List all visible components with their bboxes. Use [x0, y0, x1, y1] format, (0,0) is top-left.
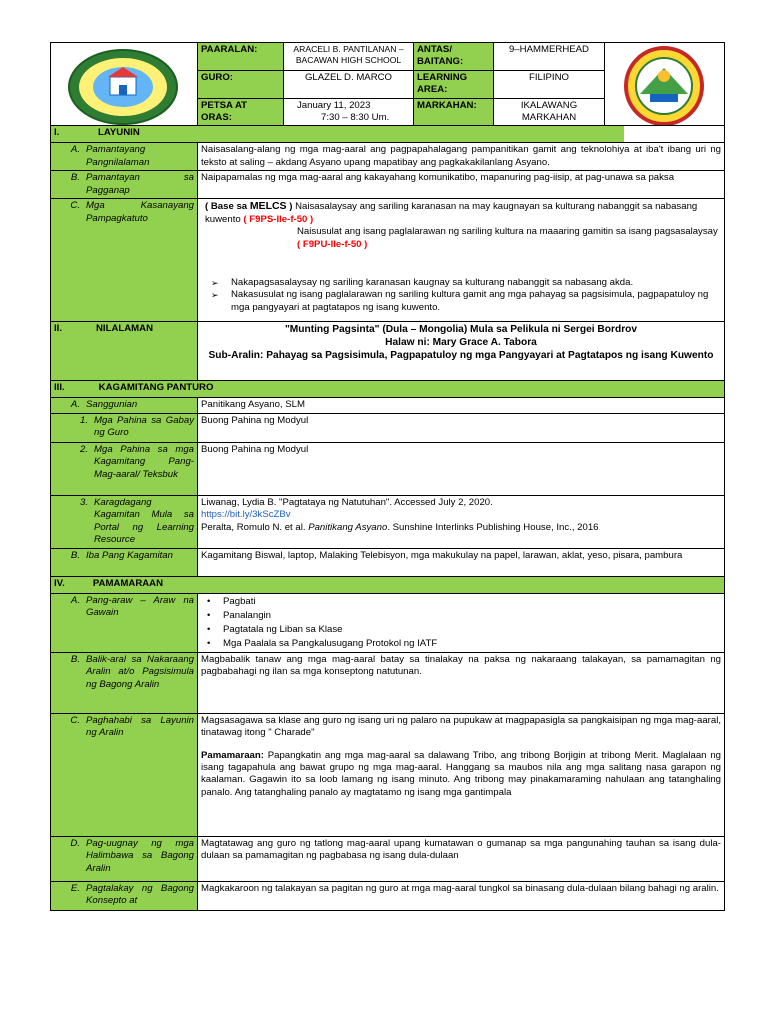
kagamitan-1-row — [51, 413, 725, 442]
kagamitan-a-row — [51, 398, 725, 413]
nilalaman-content — [198, 322, 725, 381]
kagamitan-b-text: Kagamitang Biswal, laptop, Malaking Telebisyon, mga makukulay na papel, larawan, aklat, yeso, pisara, pambura — [198, 548, 725, 576]
pamamaraan-d-label-cell: D. Pag-uugnay ng mga Halimbawa sa Bagong Aralin — [51, 836, 198, 881]
kagamitan-a-label-cell: A. Sanggunian — [51, 398, 198, 413]
layunin-c-objectives — [201, 277, 721, 314]
nilalaman-subaralin: Sub-Aralin: Pahayag sa Pagsisimula, Pagpapatuloy ng mga Pangyayari at Pagtatapos ng isang Kuwento — [208, 350, 714, 362]
reference-link[interactable]: https://bit.ly/3kScZBv — [201, 509, 291, 521]
layunin-c-row — [51, 199, 725, 322]
reference-2: Peralta, Romulo N. et al. Panitikang Asyano. Sunshine Interlinks Publishing House, Inc., 2016 — [201, 521, 599, 533]
kagamitan-3-row — [51, 495, 725, 548]
kagamitan-1-text: Buong Pahina ng Modyul — [198, 413, 725, 442]
header-row-school — [51, 43, 725, 71]
pamamaraan-e-row — [51, 881, 725, 910]
pamamaraan-b-text: Magbabalik tanaw ang mga mag-aaral batay sa tinalakay na paksa ng nakaraang talakayan, sa pamamagitan ng pagbabahagi ng ilan sa mga konseptong natutunan. — [198, 652, 725, 713]
petsa-value — [284, 98, 414, 126]
kagamitan-2-text: Buong Pahina ng Modyul — [198, 442, 725, 495]
section-kagamitan-title: III. KAGAMITANG PANTURO — [51, 381, 725, 398]
pamamaraan-a-content — [198, 593, 725, 652]
section-layunin-title: LAYUNIN — [98, 126, 625, 143]
kagamitan-1-label-cell: 1. Mga Pahina sa Gabay ng Guro — [51, 413, 198, 442]
pamamaraan-a-list — [201, 595, 721, 651]
pamamaraan-b-label-cell: B. Balik-aral sa Nakaraang Aralin at/o Pagsisimula ng Bagong Aralin — [51, 652, 198, 713]
section-kagamitan — [51, 381, 725, 398]
pamamaraan-d-row — [51, 836, 725, 881]
division-logo-cell — [605, 43, 725, 126]
kagamitan-b-label-cell: B. Iba Pang Kagamitan — [51, 548, 198, 576]
kagamitan-3-content — [198, 495, 725, 548]
melcs-line2: Naisusulat ang isang paglalarawan ng sariling kultura na maaaring gamitin sa isang pagsasalaysay ( F9PU-IIe-f-50 ) — [297, 226, 718, 250]
pamamaraan-a-row — [51, 593, 725, 652]
list-item: • Pagbati — [223, 595, 721, 609]
section-layunin-num: I. — [51, 126, 198, 143]
layunin-a-text: Naisasalang-alang ng mga mag-aaral ang pagpapahalagang pampanitikan gamit ang teknolohiya at iba't ibang uri ng teksto at saling – akdang Asyano upang mapatibay ang pagkakakilanlang Asyano. — [198, 143, 725, 171]
petsa-label: PETSA AT ORAS: — [198, 98, 284, 126]
section-pamamaraan-title: IV. PAMAMARAAN — [51, 576, 725, 593]
kagamitan-2-label-cell: 2. Mga Pahina sa mga Kagamitang Pang-Mag-aaral/ Teksbuk — [51, 442, 198, 495]
markahan-label: MARKAHAN: — [414, 98, 494, 126]
lesson-plan-table — [50, 42, 725, 911]
antas-value: 9–HAMMERHEAD — [494, 43, 605, 71]
layunin-a-row — [51, 143, 725, 171]
objective-item: ➢ Nakasusulat ng isang paglalarawan ng sariling kultura gamit ang mga pahayag sa pagsisimula, pagpapatuloy ng mga pangyayari at pagtatapos ng isang kuwento. — [231, 289, 721, 314]
list-item: • Panalangin — [223, 609, 721, 623]
layunin-b-label-cell: B. Pamantayan sa Pagganap — [51, 171, 198, 199]
pamamaraan-c-procedure: Pamamaraan: Papangkatin ang mga mag-aaral sa dalawang Tribo, ang tribong Borjigin at tribong Merit. Maglalaan ng isang tagapahula ang bawat grupo ng mga mag-aaral. Hanggang sa maubos nila ang mga salitang nasa garapon ng kaalaman. Gagawin ito sa loob lamang ng isang minuto. Ang tribong may pinakamaraming nahulaan ang tatanghaling panalo. Ang tatanghaling panalo ay magtatamo ng isang mga gantimpala — [201, 749, 721, 798]
petsa-date: January 11, 2023 — [297, 99, 371, 111]
pamamaraan-a-label-cell: A. Pang-araw – Araw na Gawain — [51, 593, 198, 652]
melcs-block: ( Base sa MELCS ) Naisasalaysay ang sariling karanasan na may kaugnayan sa kulturang nabanggit sa nabasang kuwento ( F9PS-IIe-f-50 ) — [205, 200, 698, 225]
section-nilalaman-header: II. NILALAMAN — [51, 322, 198, 381]
kagamitan-b-row — [51, 548, 725, 576]
nilalaman-title: "Munting Pagsinta" (Dula – Mongolia) Mula sa Pelikula ni Sergei Bordrov — [284, 324, 638, 336]
antas-label: ANTAS/ BAITANG: — [414, 43, 494, 71]
section-layunin — [51, 126, 725, 143]
pamamaraan-c-content — [198, 713, 725, 836]
paaralan-label: PAARALAN: — [198, 43, 284, 71]
pamamaraan-e-text: Magkakaroon ng talakayan sa pagitan ng guro at mga mag-aaral tungkol sa binasang dula-dulaan bilang bahagi ng aralin. — [198, 881, 725, 910]
nilalaman-author: Halaw ni: Mary Grace A. Tabora — [385, 337, 537, 349]
kagamitan-a-text: Panitikang Asyano, SLM — [198, 398, 725, 413]
guro-label: GURO: — [198, 70, 284, 98]
section-nilalaman — [51, 322, 725, 381]
list-item: • Pagtatala ng Liban sa Klase — [223, 623, 721, 637]
pamamaraan-c-intro: Magsasagawa sa klase ang guro ng isang uri ng palaro na pupukaw at magpapasigla sa pangkaisipan ng mga mag-aaral, tinatawag itong " Charade" — [201, 714, 721, 739]
learning-area-value: FILIPINO — [494, 70, 605, 98]
pamamaraan-c-row — [51, 713, 725, 836]
kagamitan-3-label-cell: 3. Karagdagang Kagamitan Mula sa Portal ng Learning Resource — [51, 495, 198, 548]
school-logo-icon — [63, 47, 183, 126]
school-logo-cell — [51, 43, 198, 126]
petsa-time: 7:30 – 8:30 Um. — [321, 112, 390, 124]
layunin-b-row — [51, 171, 725, 199]
objective-item: ➢ Nakapagsasalaysay ng sariling karanasan kaugnay sa kulturang nabanggit sa nabasang akda. — [231, 277, 721, 289]
pamamaraan-d-text: Magtatawag ang guro ng tatlong mag-aaral upang kumatawan o gumanap sa mga pangunahing tauhan sa isang dula-dulaan sa pamamagitan ng pagbabasa ng isang dula-dulaan — [198, 836, 725, 881]
layunin-c-content — [198, 199, 725, 322]
layunin-a-label-cell: A. Pamantayang Pangnilalaman — [51, 143, 198, 171]
lesson-plan-page — [50, 42, 724, 911]
layunin-c-label-cell: C. Mga Kasanayang Pampagkatuto — [51, 199, 198, 322]
kagamitan-2-row — [51, 442, 725, 495]
markahan-value: IKALAWANG MARKAHAN — [494, 98, 605, 126]
pamamaraan-c-label-cell: C. Paghahabi sa Layunin ng Aralin — [51, 713, 198, 836]
learning-area-label: LEARNING AREA: — [414, 70, 494, 98]
layunin-b-text: Naipapamalas ng mga mag-aaral ang kakayahang komunikatibo, mapanuring pag-iisip, at pag-unawa sa paksa — [198, 171, 725, 199]
division-seal-icon — [615, 46, 713, 126]
paaralan-value: ARACELI B. PANTILANAN – BACAWAN HIGH SCHOOL — [284, 43, 414, 71]
pamamaraan-b-row — [51, 652, 725, 713]
section-pamamaraan — [51, 576, 725, 593]
guro-value: GLAZEL D. MARCO — [284, 70, 414, 98]
list-item: • Mga Paalala sa Pangkalusugang Protokol ng IATF — [223, 637, 721, 651]
pamamaraan-e-label-cell: E. Pagtalakay ng Bagong Konsepto at — [51, 881, 198, 910]
reference-1: Liwanag, Lydia B. "Pagtataya ng Natutuhan". Accessed July 2, 2020. — [201, 496, 493, 508]
